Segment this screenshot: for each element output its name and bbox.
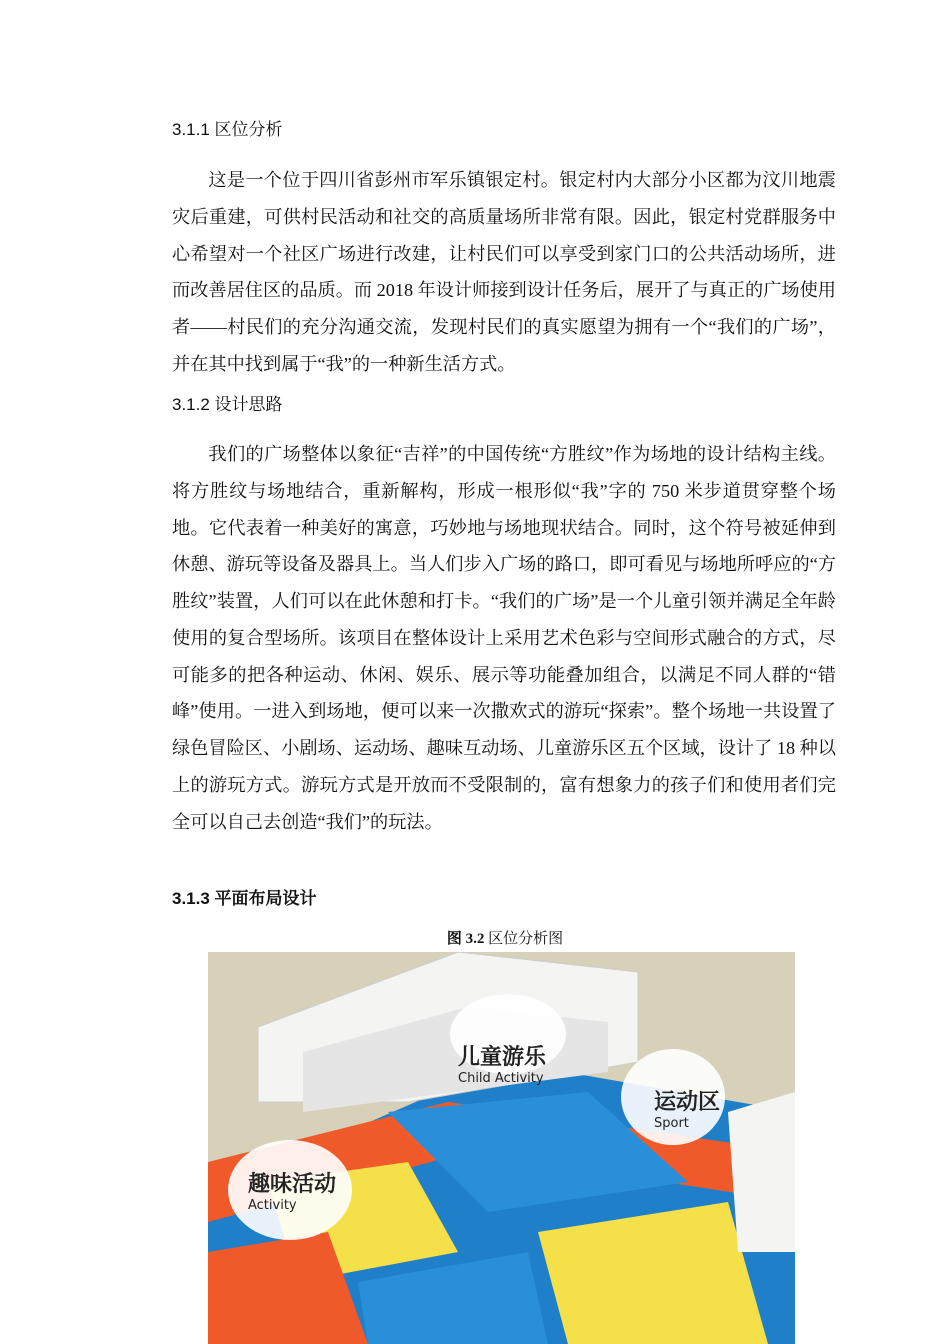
figure-caption-text: 区位分析图 bbox=[484, 931, 564, 947]
section-heading-3-1-2: 3.1.2 设计思路 bbox=[172, 395, 283, 414]
site-illustration bbox=[208, 952, 795, 1344]
paragraph-location-analysis: 这是一个位于四川省彭州市军乐镇银定村。银定村内大部分小区都为汶川地震灾后重建，可供村民活动和社交的高质量场所非常有限。因此，银定村党群服务中心希望对一个社区广场进行改建，让村民们可以享受到家门口的公共活动场所，进而改善居住区的品质。而 2018 年设计师接到设计任务后，展开了与真正的广场使用者——村民们的充分沟通交流，发现村民们的真实愿望为拥有一个“我们的广场”，并在其中找到属于“我”的一种新生活方式。 bbox=[172, 170, 836, 374]
label-en: Child Activity bbox=[458, 1071, 544, 1086]
label-en: Activity bbox=[248, 1198, 297, 1213]
label-activity bbox=[248, 1167, 336, 1213]
figure-caption bbox=[0, 927, 950, 948]
label-sport bbox=[654, 1085, 720, 1131]
figure-number: 图 3.2 bbox=[446, 931, 485, 947]
site-analysis-figure bbox=[208, 952, 795, 1344]
label-cn: 趣味活动 bbox=[248, 1172, 337, 1197]
section-heading-3-1-1: 3.1.1 区位分析 bbox=[172, 120, 283, 139]
label-cn: 运动区 bbox=[654, 1090, 721, 1115]
label-child-activity bbox=[458, 1040, 546, 1086]
label-en: Sport bbox=[654, 1116, 689, 1131]
label-cn: 儿童游乐 bbox=[458, 1045, 547, 1070]
section-heading-3-1-3: 3.1.3 平面布局设计 bbox=[172, 889, 317, 908]
paragraph-design-idea: 我们的广场整体以象征“吉祥”的中国传统“方胜纹”作为场地的设计结构主线。将方胜纹与场地结合，重新解构，形成一根形似“我”字的 750 米步道贯穿整个场地。它代表着一种美好的寓意，巧妙地与场地现状结合。同时，这个符号被延伸到休憩、游玩等设备及器具上。当人们步入广场的路口，即可看见与场地所呼应的“方胜纹”装置，人们可以在此休憩和打卡。“我们的广场”是一个儿童引领并满足全年龄使用的复合型场所。该项目在整体设计上采用艺术色彩与空间形式融合的方式，尽可能多的把各种运动、休闲、娱乐、展示等功能叠加组合，以满足不同人群的“错峰”使用。一进入到场地，便可以来一次撒欢式的游玩“探索”。整个场地一共设置了绿色冒险区、小剧场、运动场、趣味互动场、儿童游乐区五个区域，设计了 18 种以上的游玩方式。游玩方式是开放而不受限制的，富有想象力的孩子们和使用者们完全可以自己去创造“我们”的玩法。 bbox=[172, 444, 836, 832]
